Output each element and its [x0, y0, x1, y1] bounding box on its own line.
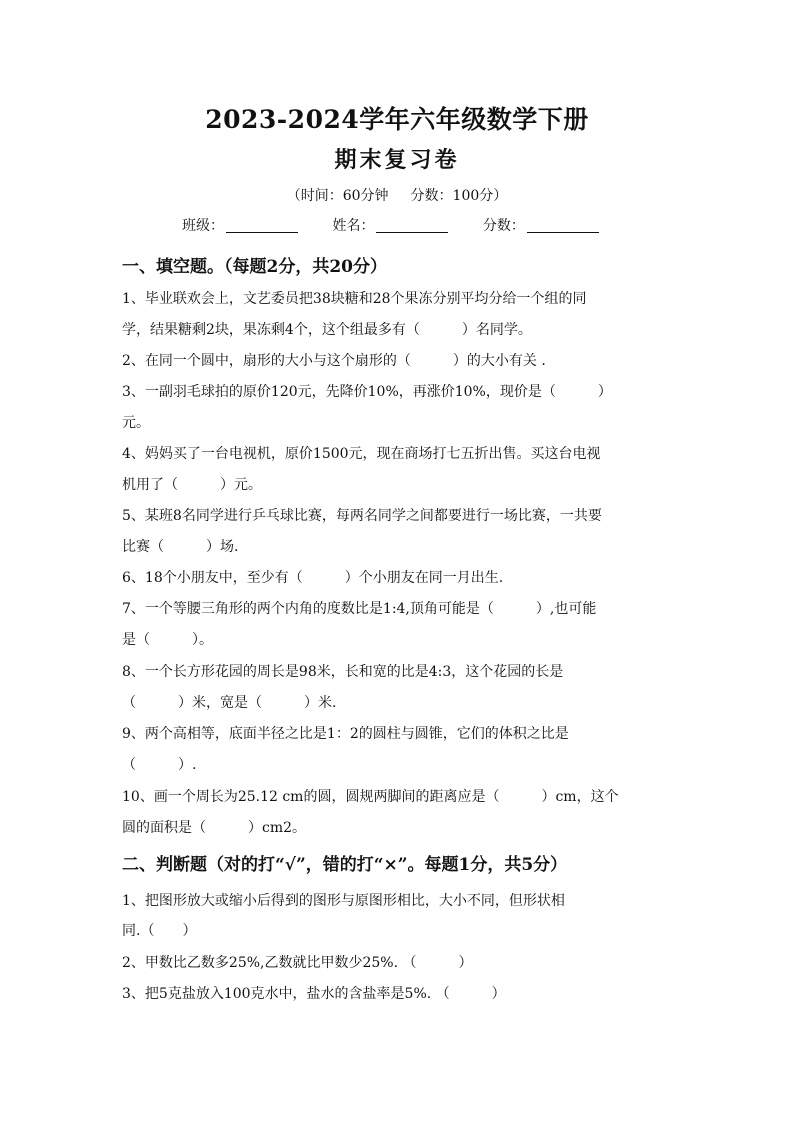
question-line: （ ）米，宽是（ ）米. [122, 695, 337, 711]
question-line: 是（ ）。 [122, 632, 213, 648]
name-blank[interactable] [376, 218, 448, 233]
score-info: 分数：100分） [410, 188, 508, 204]
class-label: 班级： [182, 218, 224, 234]
question-line: 9、两个高相等，底面半径之比是1：2的圆柱与圆锥，它们的体积之比是 [122, 726, 569, 742]
class-field[interactable] [182, 215, 298, 235]
section1-heading: 一、填空题。（每题2分，共20分） [122, 257, 387, 277]
question-line: 2、在同一个圆中，扇形的大小与这个扇形的（ ）的大小有关 . [122, 353, 546, 369]
question-line: 8、一个长方形花园的周长是98米，长和宽的比是4:3，这个花园的长是 [122, 664, 564, 680]
question-line: 2、甲数比乙数多25%,乙数就比甲数少25%. （ ） [122, 955, 473, 971]
question-line: （ ）. [122, 757, 197, 773]
question-line: 6、18个小朋友中，至少有（ ）个小朋友在同一月出生. [122, 570, 504, 586]
score-field[interactable] [483, 215, 599, 235]
exam-meta [0, 185, 794, 205]
name-label: 姓名： [332, 218, 375, 234]
name-field[interactable] [332, 215, 448, 235]
score-label: 分数： [482, 218, 525, 234]
student-info-row [182, 215, 599, 235]
question-line: 1、把图形放大或缩小后得到的图形与原图形相比，大小不同，但形状相 [122, 893, 565, 909]
question-line: 3、把5克盐放入100克水中，盐水的含盐率是5%. （ ） [122, 986, 506, 1002]
question-line: 10、画一个周长为25.12 cm的圆，圆规两脚间的距离应是（ ）cm，这个 [122, 789, 619, 805]
question-line: 5、某班8名同学进行乒乓球比赛，每两名同学之间都要进行一场比赛，一共要 [122, 508, 602, 524]
class-blank[interactable] [226, 218, 298, 233]
exam-title: 2023-2024学年六年级数学下册 [205, 105, 589, 134]
question-line: 7、一个等腰三角形的两个内角的度数比是1:4,顶角可能是（ ）,也可能 [122, 601, 597, 617]
question-line: 1、毕业联欢会上，文艺委员把38块糖和28个果冻分别平均分给一个组的同 [122, 291, 587, 307]
question-line: 圆的面积是（ ）cm2。 [122, 820, 307, 836]
question-line: 4、妈妈买了一台电视机，原价1500元，现在商场打七五折出售。买这台电视 [122, 446, 601, 462]
question-line: 学，结果糖剩2块，果冻剩4个，这个组最多有（ ）名同学。 [122, 322, 532, 338]
section2-heading: 二、判断题（对的打“√”，错的打“×”。每题1分，共5分） [122, 855, 568, 875]
time-info: （时间：60分钟 [286, 188, 389, 204]
score-blank[interactable] [527, 218, 599, 233]
exam-subtitle: 期末复习卷 [334, 147, 460, 173]
question-line: 3、一副羽毛球拍的原价120元，先降价10%，再涨价10%，现价是（ ） [122, 384, 612, 400]
question-line: 机用了（ ）元。 [122, 477, 262, 493]
question-line: 比赛（ ）场. [122, 539, 239, 555]
question-line: 同.（ ） [122, 923, 197, 939]
question-line: 元。 [122, 415, 150, 431]
